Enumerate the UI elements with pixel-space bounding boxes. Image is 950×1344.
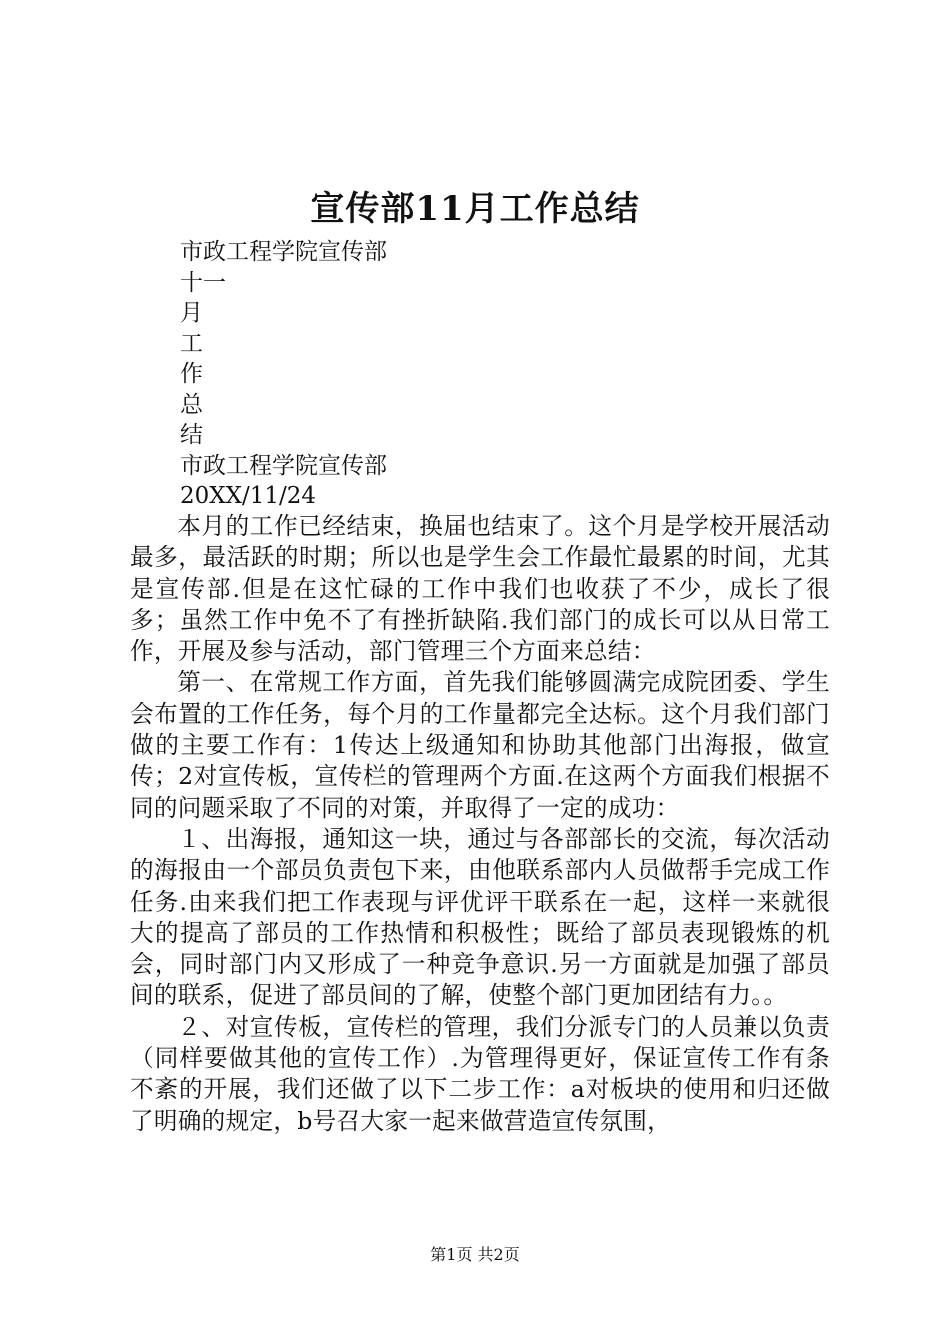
paragraph: 本月的工作已经结束，换届也结束了。这个月是学校开展活动最多，最活跃的时期；所以也是学生会工作最忙最累的时间，尤其是宣传部.但是在这忙碌的工作中我们也收获了不少，成长了很多；虽然工作中免不了有挫折缺陷.我们部门的成长可以从日常工作，开展及参与活动，部门管理三个方面来总结： (130, 512, 830, 666)
paragraph: 第一、在常规工作方面，首先我们能够圆满完成院团委、学生会布置的工作任务，每个月的工作量都完全达标。这个月我们部门做的主要工作有：1传达上级通知和协助其他部门出海报，做宣传；2对宣传板，宣传栏的管理两个方面.在这两个方面我们根据不同的问题采取了不同的对策，并取得了一定的成功： (130, 668, 830, 822)
meta-line: 市政工程学院宣传部 (180, 452, 387, 479)
meta-line: 结 (180, 422, 203, 448)
document-body (130, 511, 830, 1137)
paragraph: ２、对宣传板，宣传栏的管理，我们分派专门的人员兼以负责（同样要做其他的宣传工作）.为管理得更好，保证宣传工作有条不紊的开展，我们还做了以下二步工作：a对板块的使用和归还做了明确的规定，b号召大家一起来做营造宣传氛围， (130, 1012, 830, 1135)
document-meta (180, 237, 387, 512)
meta-line: 十一 (180, 269, 226, 296)
meta-line: 月 (180, 300, 203, 326)
meta-line: 总 (180, 391, 203, 418)
meta-date: 20XX/11/24 (180, 483, 317, 509)
paragraph: １、出海报，通知这一块，通过与各部部长的交流，每次活动的海报由一个部员负责包下来，由他联系部内人员做帮手完成工作任务.由来我们把工作表现与评优评干联系在一起，这样一来就很大的提高了部员的工作热情和积极性；既给了部员表现锻炼的机会，同时部门内又形成了一种竞争意识.另一方面就是加强了部员间的联系，促进了部员间的了解，使整个部门更加团结有力。。 (130, 824, 830, 1010)
meta-line: 工 (180, 330, 203, 357)
document-title: 宣传部11月工作总结 (310, 189, 640, 229)
meta-line: 作 (180, 361, 203, 387)
page-footer: 第1页 共2页 (430, 1245, 520, 1264)
meta-line: 市政工程学院宣传部 (180, 239, 387, 265)
